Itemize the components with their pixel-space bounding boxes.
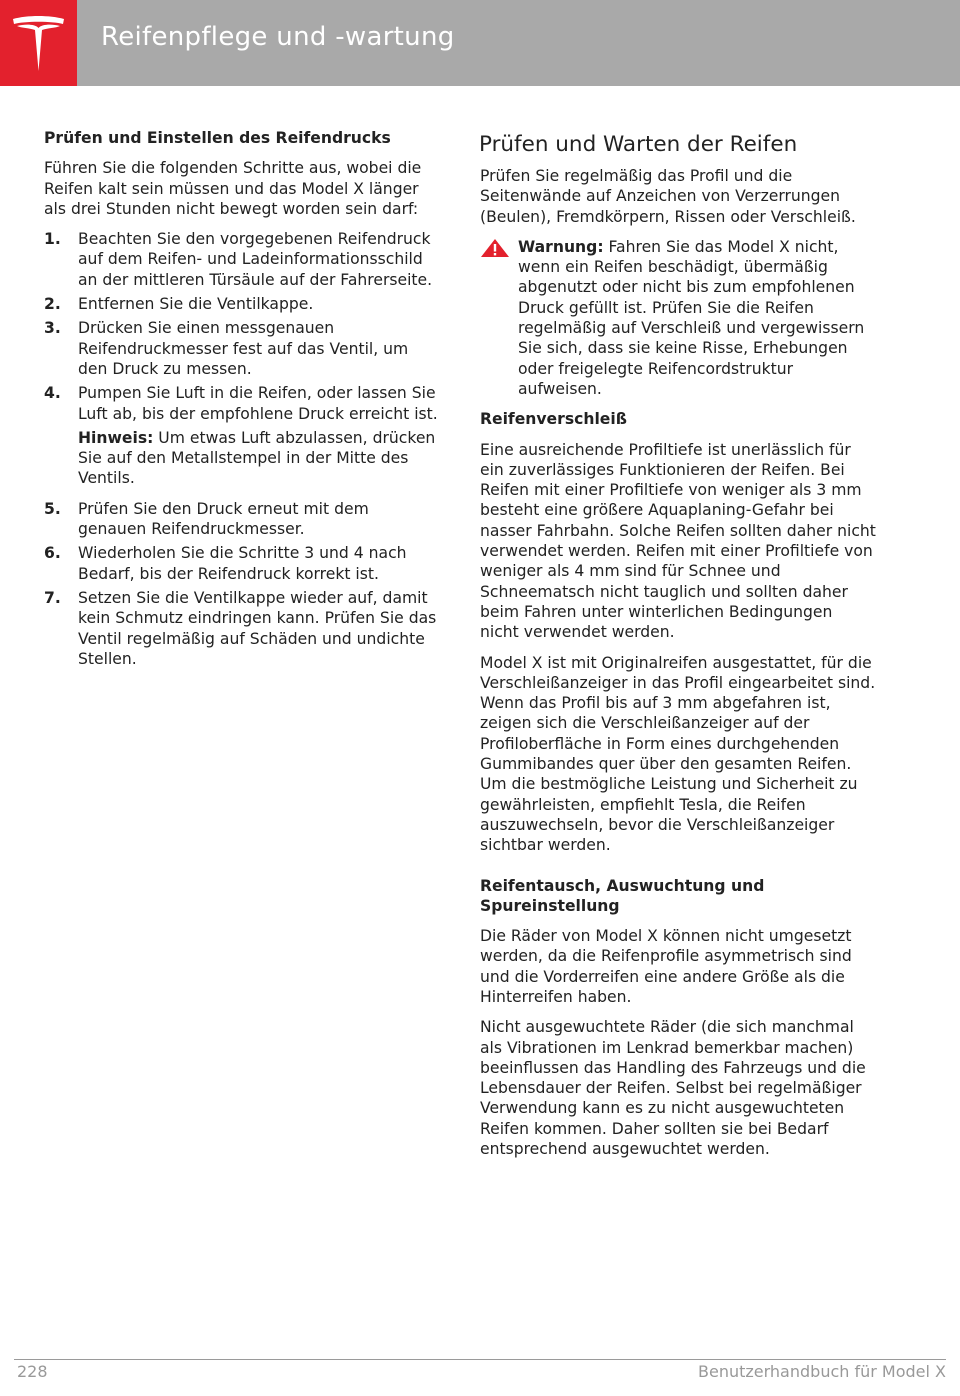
section-heading-tire-inspection: Prüfen und Warten der Reifen	[479, 132, 798, 157]
footer-divider	[14, 1359, 946, 1360]
step-number: 3.	[44, 319, 61, 338]
step-text: Prüfen Sie den Druck erneut mit dem genauen Reifendruckmesser.	[78, 499, 369, 539]
intro-paragraph: Führen Sie die folgenden Schritte aus, wobei die Reifen kalt sein müssen und das Model X länger als drei Stunden nicht bewegt worden sein darf:	[44, 159, 422, 218]
logo-box	[0, 0, 77, 86]
step-text: Pumpen Sie Luft in die Reifen, oder lassen Sie Luft ab, bis der empfohlene Druck erreicht ist.	[78, 384, 438, 423]
step-number: 4.	[44, 384, 61, 403]
list-item	[44, 588, 440, 669]
step-text: Entfernen Sie die Ventilkappe.	[78, 295, 314, 314]
list-item	[44, 318, 440, 379]
list-item	[44, 383, 440, 424]
section-heading-tire-pressure: Prüfen und Einstellen des Reifendrucks	[44, 129, 391, 147]
warning-text: Fahren Sie das Model X nicht, wenn ein Reifen beschädigt, übermäßig abgenutzt oder nicht bis zum empfohlenen Druck gefüllt ist. Prüfen Sie die Reifen regelmäßig auf Verschleiß und vergewissern Sie sich, dass sie keine Risse, Erhebungen oder freigelegte Reifencordstruktur aufweisen.	[518, 237, 865, 398]
step-number: 7.	[44, 588, 61, 607]
list-item	[44, 229, 440, 290]
wear-paragraph-1: Eine ausreichende Profiltiefe ist unerlässlich für ein zuverlässiges Funktionieren der Reifen. Bei Reifen mit einer Profiltiefe von weniger als 3 mm besteht eine größere Aquaplaning-Gefahr bei nasser Fahrbahn. Solche Reifen sollten daher nicht verwendet werden. Reifen mit einer Profiltiefe von weniger als 4 mm sind für Schnee und Schneematsch nicht tauglich und sollten daher beim Fahren unter winterlichen Bedingungen nicht verwendet werden.	[480, 440, 876, 642]
page-number: 228	[17, 1362, 48, 1381]
list-item	[44, 543, 440, 584]
footer-manual-title: Benutzerhandbuch für Model X	[698, 1362, 946, 1381]
note-hint	[44, 428, 440, 489]
rotation-paragraph-1: Die Räder von Model X können nicht umgesetzt werden, da die Reifenprofile asymmetrisch sind und die Vorderreifen eine andere Größe als die Hinterreifen haben.	[480, 927, 852, 1006]
step-text: Beachten Sie den vorgegebenen Reifendruck auf dem Reifen- und Ladeinformationsschild an der mittleren Türsäule auf der Fahrerseite.	[78, 230, 433, 289]
step-number: 1.	[44, 230, 61, 249]
step-number: 2.	[44, 295, 61, 314]
step-text: Setzen Sie die Ventilkappe wieder auf, damit kein Schmutz eindringen kann. Prüfen Sie das Ventil regelmäßig auf Schäden und undichte Stellen.	[78, 588, 437, 668]
step-text: Drücken Sie einen messgenauen Reifendruckmesser fest auf das Ventil, um den Druck zu messen.	[78, 319, 409, 378]
page-header	[0, 0, 960, 86]
steps-list	[44, 229, 440, 424]
step-number: 5.	[44, 499, 61, 518]
step-number: 6.	[44, 544, 61, 563]
intro-paragraph: Prüfen Sie regelmäßig das Profil und die Seitenwände auf Anzeichen von Verzerrungen (Beulen), Fremdkörpern, Rissen oder Verschleiß.	[480, 167, 856, 226]
page-title: Reifenpflege und -wartung	[101, 22, 455, 52]
warning-triangle-icon	[480, 238, 510, 258]
section-heading-rotation: Reifentausch, Auswuchtung und Spureinstellung	[480, 876, 765, 915]
wear-paragraph-2: Model X ist mit Originalreifen ausgestattet, für die Verschleißanzeiger in das Profil eingearbeitet sind. Wenn das Profil bis auf 3 mm abgefahren ist, zeigen sich die Verschleißanzeiger auf der Profiloberfläche in Form eines durchgehenden Gummibandes quer über den gesamten Reifen. Um die bestmögliche Leistung und Sicherheit zu gewährleisten, empfiehlt Tesla, die Reifen auszuwechseln, bevor die Verschleißanzeiger sichtbar werden.	[480, 653, 876, 855]
note-text: Um etwas Luft abzulassen, drücken Sie auf den Metallstempel in der Mitte des Ventils.	[78, 428, 436, 488]
warning-label: Warnung:	[518, 237, 604, 256]
rotation-paragraph-2: Nicht ausgewuchtete Räder (die sich manchmal als Vibrationen im Lenkrad bemerkbar machen) beeinflussen das Handling des Fahrzeugs und die Lebensdauer der Reifen. Selbst bei regelmäßiger Verwendung kann es zu nicht ausgewuchteten Reifen kommen. Daher sollten sie bei Bedarf entsprechend ausgewuchtet werden.	[480, 1018, 866, 1159]
tesla-logo-icon	[11, 15, 66, 71]
list-item	[44, 499, 440, 540]
step-text: Wiederholen Sie die Schritte 3 und 4 nach Bedarf, bis der Reifendruck korrekt ist.	[78, 544, 407, 583]
section-heading-tire-wear: Reifenverschleiß	[480, 410, 627, 429]
steps-list-continued	[44, 499, 440, 669]
right-column	[480, 128, 876, 1169]
note-label: Hinweis:	[78, 428, 154, 447]
left-column	[44, 128, 440, 673]
list-item	[44, 294, 440, 314]
warning-box	[480, 237, 876, 399]
